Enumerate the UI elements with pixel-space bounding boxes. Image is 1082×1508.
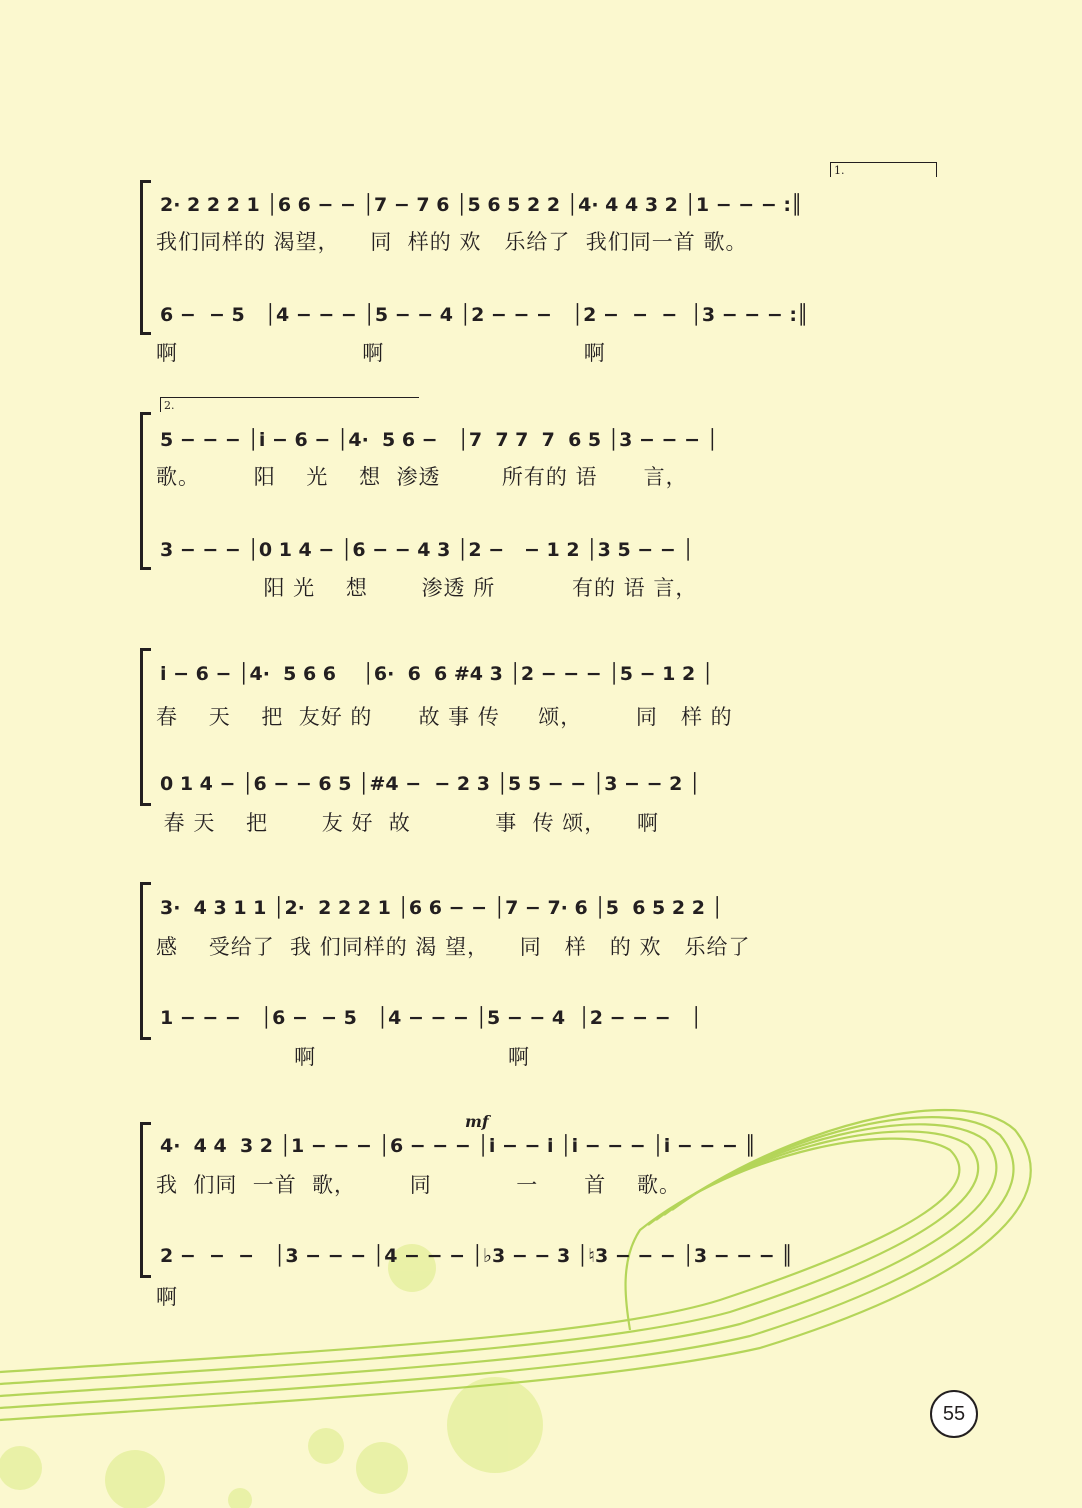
- upper-voice-notes: 4· 4 4 3 2 │1 − − − │6 − − − │i − − i │i − − − │i − − − ║: [160, 1135, 756, 1157]
- lower-voice-notes: 6 − − 5 │4 − − − │5 − − 4 │2 − − − │2 − − − │3 − − − :║: [160, 304, 809, 326]
- page-number: 55: [930, 1390, 978, 1438]
- score-system-5: [140, 1122, 946, 1278]
- upper-voice-notes: 3· 4 3 1 1 │2· 2 2 2 1 │6 6 − − │7 − 7· 6 │5 6 5 2 2 │: [160, 897, 723, 919]
- system-brace: [140, 1122, 151, 1278]
- dynamic-mark: mf: [465, 1112, 489, 1131]
- upper-voice-notes: 5 − − − │i − 6 − │4· 5 6 − │7 7 7 7 6 5 │3 − − − │: [160, 429, 719, 451]
- upper-voice-lyrics: 歌。 阳 光 想 渗透 所有的 语 言，: [156, 465, 688, 489]
- lower-voice-lyrics-5: 啊: [156, 1285, 178, 1309]
- system-brace: [140, 412, 151, 570]
- lower-voice-notes: 2 − − − │3 − − − │4 − − − │♭3 − − 3 │♮3 − − − │3 − − − ║: [160, 1245, 793, 1267]
- score-system-3: [140, 648, 946, 835]
- lower-voice-notes: 1 − − − │6 − − 5 │4 − − − │5 − − 4 │2 − − − │: [160, 1007, 702, 1029]
- lower-voice-lyrics-4: 啊 啊: [156, 1045, 531, 1069]
- upper-voice-lyrics: 感 受给了 我 们同样的 渴 望， 同 样 的 欢 乐给了: [156, 935, 751, 959]
- score-system-2: [140, 399, 946, 570]
- system-brace: [140, 180, 151, 335]
- upper-voice-notes: i − 6 − │4· 5 6 6 │6· 6 6 #4 3 │2 − − − │5 − 1 2 │: [160, 663, 714, 685]
- system-brace: [140, 882, 151, 1040]
- volta-1: 1.: [830, 162, 937, 177]
- score-system-1: [140, 164, 946, 335]
- upper-voice-lyrics: 春 天 把 友好 的 故 事 传 颂， 同 样 的: [156, 705, 733, 729]
- lower-voice-lyrics-1: 啊 啊 啊: [156, 341, 606, 365]
- score-system-4: [140, 882, 946, 1040]
- volta-2: 2.: [160, 397, 419, 412]
- lower-voice-lyrics-2: 阳 光 想 渗透 所 有的 语 言，: [156, 576, 698, 600]
- lower-voice-notes: 0 1 4 − │6 − − 6 5 │#4 − − 2 3 │5 5 − − │3 − − 2 │: [160, 773, 701, 795]
- lower-voice-lyrics: 春 天 把 友 好 故 事 传 颂， 啊: [156, 811, 659, 835]
- upper-voice-lyrics: 我们同样的 渴望， 同 样的 欢 乐给了 我们同一首 歌。: [156, 230, 748, 254]
- lower-voice-notes: 3 − − − │0 1 4 − │6 − − 4 3 │2 − − 1 2 │3 5 − − │: [160, 539, 694, 561]
- upper-voice-notes: 2· 2 2 2 1 │6 6 − − │7 − 7 6 │5 6 5 2 2 │4· 4 4 3 2 │1 − − − :║: [160, 194, 803, 216]
- upper-voice-lyrics: 我 们同 一首 歌， 同 一 首 歌。: [156, 1173, 681, 1197]
- system-brace: [140, 648, 151, 806]
